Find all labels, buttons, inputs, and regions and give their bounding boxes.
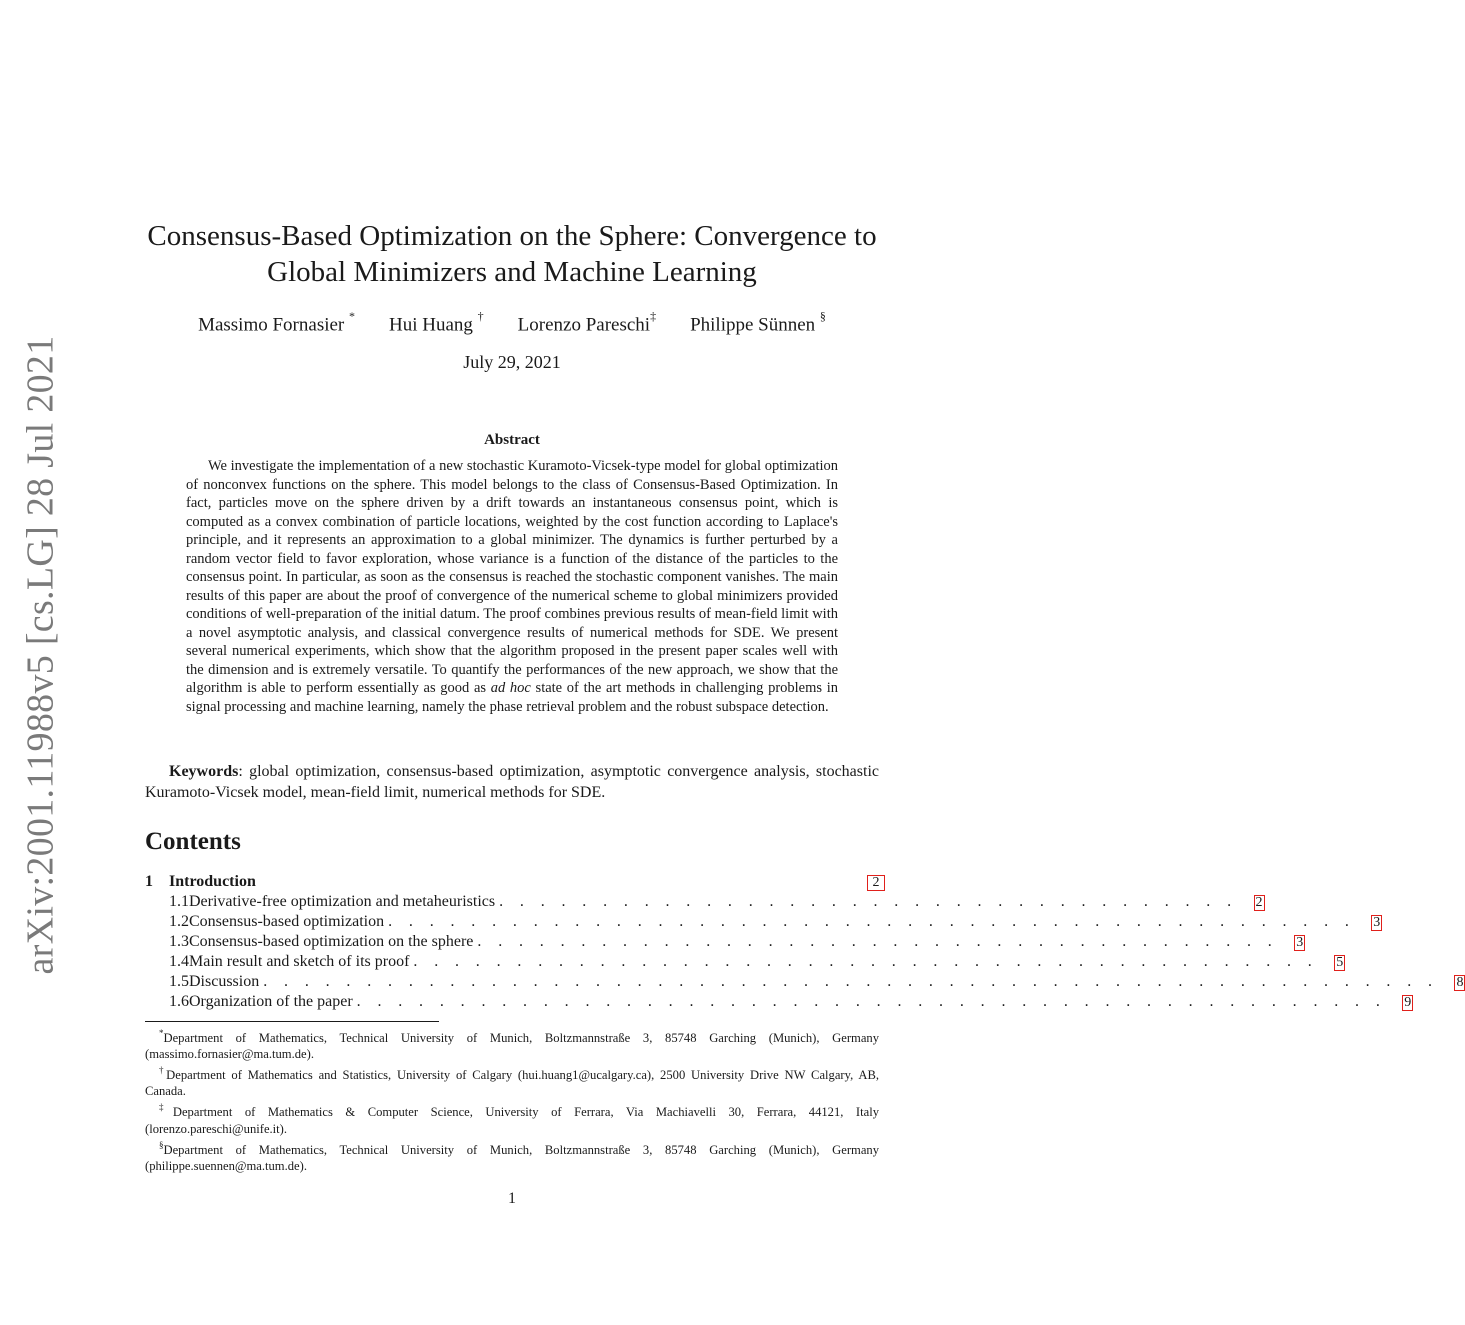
toc-page-link[interactable]: 2 (1255, 895, 1263, 910)
author: Philippe Sünnen § (690, 309, 826, 336)
title-line-1: Consensus-Based Optimization on the Sphere: Convergence to (147, 220, 877, 252)
toc-page-link[interactable]: 3 (1296, 935, 1304, 950)
paper-title (120, 218, 904, 290)
abstract-body: We investigate the implementation of a new stochastic Kuramoto-Vicsek-type model for global optimization of nonconvex functions on the sphere. This model belongs to the class of Consensus-Based Optimization. In fact, particles move on the sphere driven by a drift towards an instantaneous consensus point, which is computed as a convex combination of particle locations, weighted by the cost function according to Laplace's principle, and it represents an approximation to a global minimizer. The dynamics is further perturbed by a random vector field to favor exploration, whose variance is a function of the distance of the particles to the consensus point. In particular, as soon as the consensus is reached the stochastic component vanishes. The main results of this paper are about the proof of convergence of the numerical scheme to global minimizers provided conditions of well-preparation of the initial datum. The proof combines previous results of mean-field limit with a novel asymptotic analysis, and classical convergence results of numerical methods for SDE. We present several numerical experiments, which show that the algorithm proposed in the present paper scales well with the dimension and is extremely versatile. To quantify the performances of the new approach, we show that the algorithm is able to perform essentially as good as ad hoc state of the art methods in challenging problems in signal processing and machine learning, namely the phase retrieval problem and the robust subspace detection. (186, 458, 838, 715)
footnote: §Department of Mathematics, Technical University of Munich, Boltzmannstraße 3, 85748 Garching (Munich), Germany (philippe.suennen@ma.tum.de). (145, 1139, 879, 1173)
toc-page-link[interactable]: 2 (867, 875, 885, 891)
paper-date: July 29, 2021 (463, 352, 561, 372)
footnote: *Department of Mathematics, Technical University of Munich, Boltzmannstraße 3, 85748 Garching (Munich), Germany (massimo.fornasier@ma.tum.de). (145, 1028, 879, 1062)
toc-entry[interactable]: 1.5 Discussion . . . . . . . . . . . . . . . . . . . . . . . . . . . . . . . . . . . . . . . . . . . . . . . . . . . . . . . . . 8 (169, 973, 1464, 990)
toc-page-link[interactable]: 3 (1373, 915, 1381, 930)
author: Lorenzo Pareschi‡ (517, 309, 657, 336)
page-number: 1 (508, 1190, 516, 1207)
keywords-text: : global optimization, consensus-based optimization, asymptotic convergence analysis, stochastic Kuramoto-Vicsek model, mean-field limit, numerical methods for SDE. (145, 763, 879, 801)
toc-entry[interactable]: 1.3 Consensus-based optimization on the sphere . . . . . . . . . . . . . . . . . . . . . . . . . . . . . . . . . . . . . . . 3 (169, 933, 1304, 950)
author-list (120, 309, 904, 336)
table-of-contents (145, 873, 1464, 1013)
keywords (145, 761, 879, 803)
arxiv-stamp-text: arXiv:2001.11988v5 [cs.LG] 28 Jul 2021 (20, 335, 62, 975)
toc-entry[interactable]: 1.2 Consensus-based optimization . . . . . . . . . . . . . . . . . . . . . . . . . . . . . . . . . . . . . . . . . . . . . . . 3 (169, 913, 1381, 930)
toc-entry[interactable]: 1.1 Derivative-free optimization and metaheuristics . . . . . . . . . . . . . . . . . . . . . . . . . . . . . . . . . . . . 2 (169, 893, 1263, 910)
toc-entry-introduction[interactable]: 1 Introduction 2 (145, 873, 885, 893)
keywords-label: Keywords (169, 763, 239, 780)
footnotes (145, 1026, 879, 1175)
toc-entry[interactable]: 1.6 Organization of the paper . . . . . . . . . . . . . . . . . . . . . . . . . . . . . . . . . . . . . . . . . . . . . . . . . . 9 (169, 993, 1412, 1010)
toc-page-link[interactable]: 9 (1404, 995, 1412, 1010)
footnote-rule (145, 1021, 439, 1022)
toc-page-link[interactable]: 8 (1456, 975, 1464, 990)
arxiv-stamp (16, 335, 66, 975)
title-line-2: Global Minimizers and Machine Learning (267, 256, 757, 288)
footnote: †Department of Mathematics and Statistics, University of Calgary (hui.huang1@ucalgary.ca), 2500 University Drive NW Calgary, AB, Canada. (145, 1065, 880, 1099)
abstract-heading: Abstract (484, 432, 540, 448)
toc-page-link[interactable]: 5 (1336, 955, 1344, 970)
footnote: ‡Department of Mathematics & Computer Science, University of Ferrara, Via Machiavelli 30, Ferrara, 44121, Italy (lorenzo.pareschi@unife.it). (145, 1102, 880, 1136)
contents-heading: Contents (145, 828, 241, 855)
author: Hui Huang † (389, 309, 484, 336)
toc-entry[interactable]: 1.4 Main result and sketch of its proof . . . . . . . . . . . . . . . . . . . . . . . . . . . . . . . . . . . . . . . . . . . . 5 (169, 953, 1344, 970)
author: Massimo Fornasier * (198, 309, 355, 336)
